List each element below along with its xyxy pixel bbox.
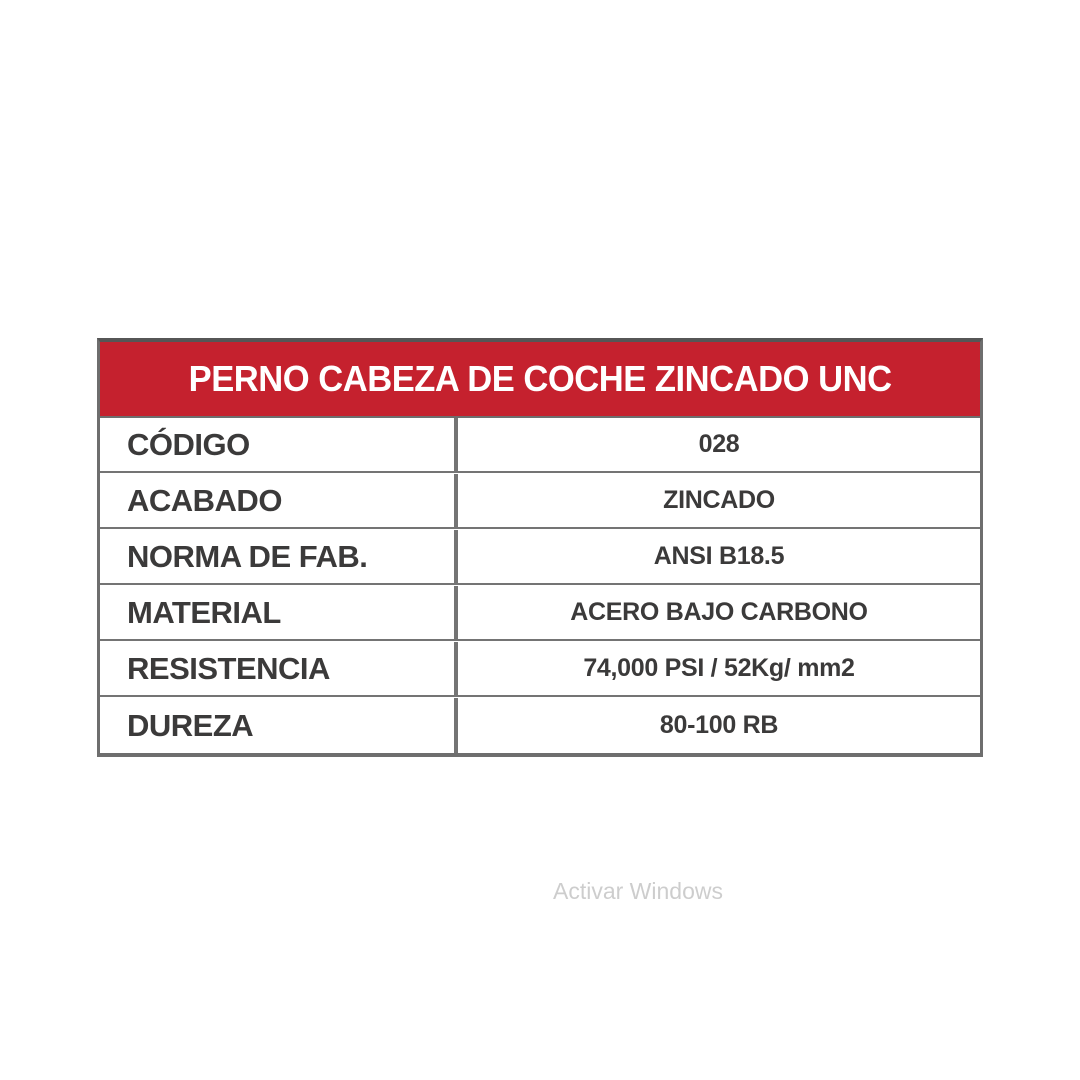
row-label-resistencia: RESISTENCIA bbox=[100, 642, 458, 695]
windows-activation-watermark bbox=[553, 878, 793, 904]
table-row bbox=[100, 642, 980, 697]
table-title: PERNO CABEZA DE COCHE ZINCADO UNC bbox=[188, 358, 892, 399]
row-label-acabado: ACABADO bbox=[100, 474, 458, 527]
row-value-resistencia: 74,000 PSI / 52Kg/ mm2 bbox=[583, 654, 855, 682]
product-spec-table bbox=[97, 338, 983, 757]
row-value-acabado: ZINCADO bbox=[663, 486, 775, 514]
table-row bbox=[100, 474, 980, 529]
table-row bbox=[100, 586, 980, 641]
row-value-dureza: 80-100 RB bbox=[659, 711, 779, 739]
row-value-codigo: 028 bbox=[698, 430, 740, 458]
row-label-norma-de-fab: NORMA DE FAB. bbox=[100, 530, 458, 583]
table-row bbox=[100, 530, 980, 585]
row-value-norma-de-fab: ANSI B18.5 bbox=[653, 542, 785, 570]
row-label-material: MATERIAL bbox=[100, 586, 458, 639]
row-label-codigo: CÓDIGO bbox=[100, 418, 458, 471]
row-label-dureza: DUREZA bbox=[100, 698, 458, 753]
table-title-bar bbox=[100, 342, 980, 418]
windows-activation-watermark-text: Activar Windows bbox=[553, 878, 723, 904]
table-row bbox=[100, 698, 980, 753]
row-value-material: ACERO BAJO CARBONO bbox=[570, 598, 868, 626]
table-row bbox=[100, 418, 980, 473]
